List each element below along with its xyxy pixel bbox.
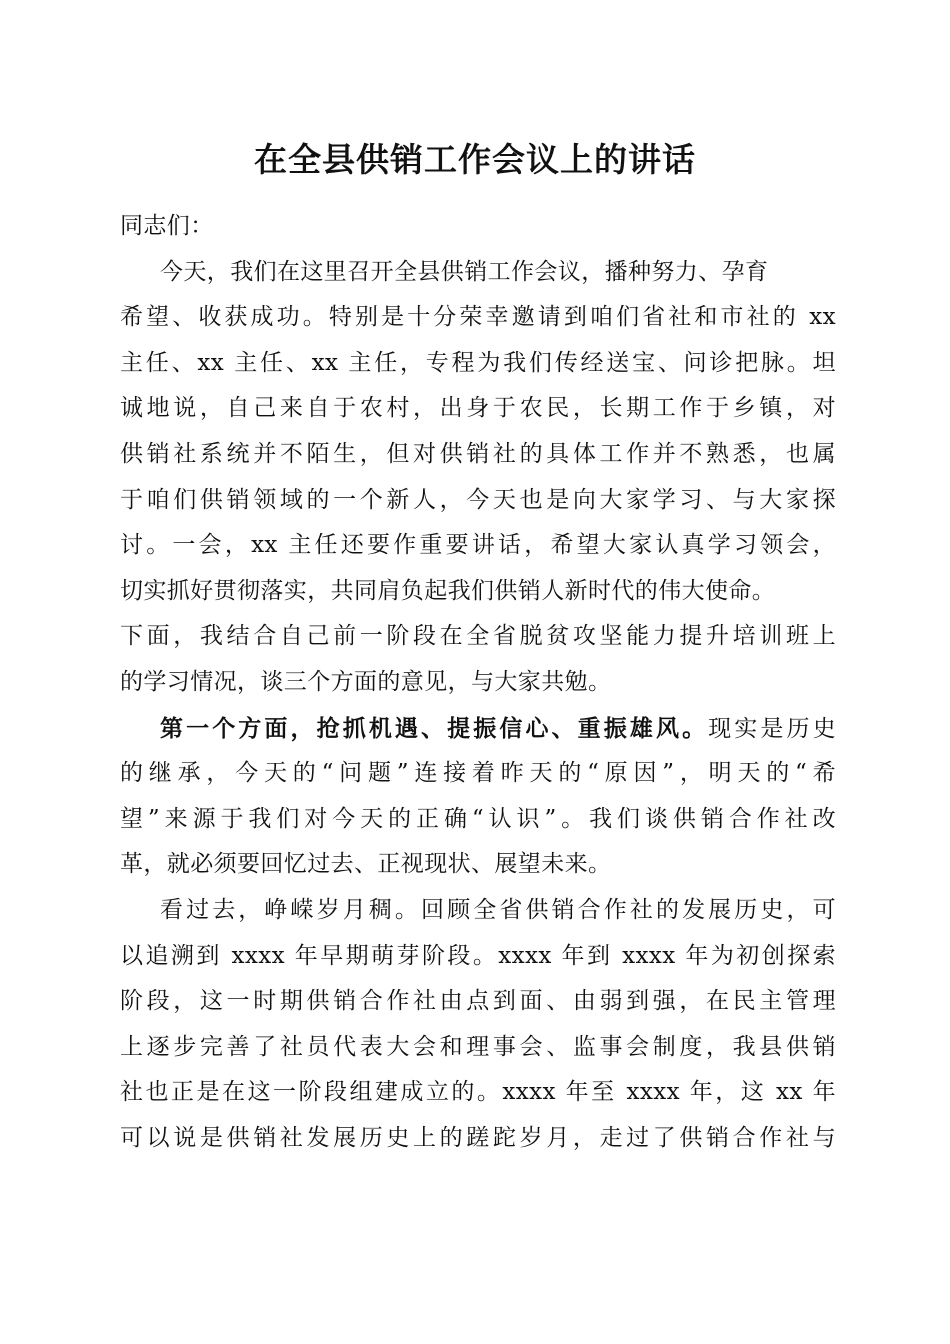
paragraph-line: 诚地说，自己来自于农村，出身于农民，长期工作于乡镇，对 [120, 395, 836, 422]
paragraph-line: 以追溯到 xxxx 年早期萌芽阶段。xxxx 年到 xxxx 年为初创探索 [120, 942, 836, 969]
section1-heading: 第一个方面，抢抓机遇、提振信心、重振雄风。 [160, 714, 709, 742]
paragraph-line: 望”来源于我们对今天的正确“认识”。我们谈供销合作社改 [120, 805, 836, 832]
paragraph-line: 下面，我结合自己前一阶段在全省脱贫攻坚能力提升培训班上 [120, 623, 836, 650]
paragraph-line: 切实抓好贯彻落实，共同肩负起我们供销人新时代的伟大使命。 [120, 577, 776, 604]
paragraph-line: 供销社系统并不陌生，但对供销社的具体工作并不熟悉，也属 [120, 440, 836, 467]
paragraph-line: 希望、收获成功。特别是十分荣幸邀请到咱们省社和市社的 xx [120, 304, 836, 331]
document-title: 在全县供销工作会议上的讲话 [254, 140, 696, 179]
paragraph-line: 的学习情况，谈三个方面的意见，与大家共勉。 [120, 668, 612, 695]
paragraph-line: 阶段，这一时期供销合作社由点到面、由弱到强，在民主管理 [120, 988, 836, 1015]
paragraph-line: 的继承，今天的“问题”连接着昨天的“原因”，明天的“希 [120, 760, 836, 787]
paragraph-line: 主任、xx 主任、xx 主任，专程为我们传经送宝、问诊把脉。坦 [120, 349, 836, 376]
paragraph-line: 今天，我们在这里召开全县供销工作会议，播种努力、孕育 [160, 258, 769, 285]
paragraph-line: 社也正是在这一阶段组建成立的。xxxx 年至 xxxx 年，这 xx 年 [120, 1079, 836, 1106]
paragraph-line: 可以说是供销社发展历史上的蹉跎岁月，走过了供销合作社与 [120, 1124, 836, 1151]
section1-first-line [120, 706, 836, 752]
paragraph-line: 讨。一会，xx 主任还要作重要讲话，希望大家认真学习领会， [120, 532, 836, 559]
salutation: 同志们： [120, 213, 214, 239]
document-body [120, 204, 836, 1161]
section1-text: 现实是历史 [708, 715, 837, 742]
paragraph-line: 于咱们供销领域的一个新人，今天也是向大家学习、与大家探 [120, 486, 836, 513]
paragraph-line: 看过去，峥嵘岁月稠。回顾全省供销合作社的发展历史，可 [160, 896, 836, 923]
paragraph-line: 革，就必须要回忆过去、正视现状、展望未来。 [120, 851, 612, 878]
paragraph-line: 上逐步完善了社员代表大会和理事会、监事会制度，我县供销 [120, 1033, 836, 1060]
